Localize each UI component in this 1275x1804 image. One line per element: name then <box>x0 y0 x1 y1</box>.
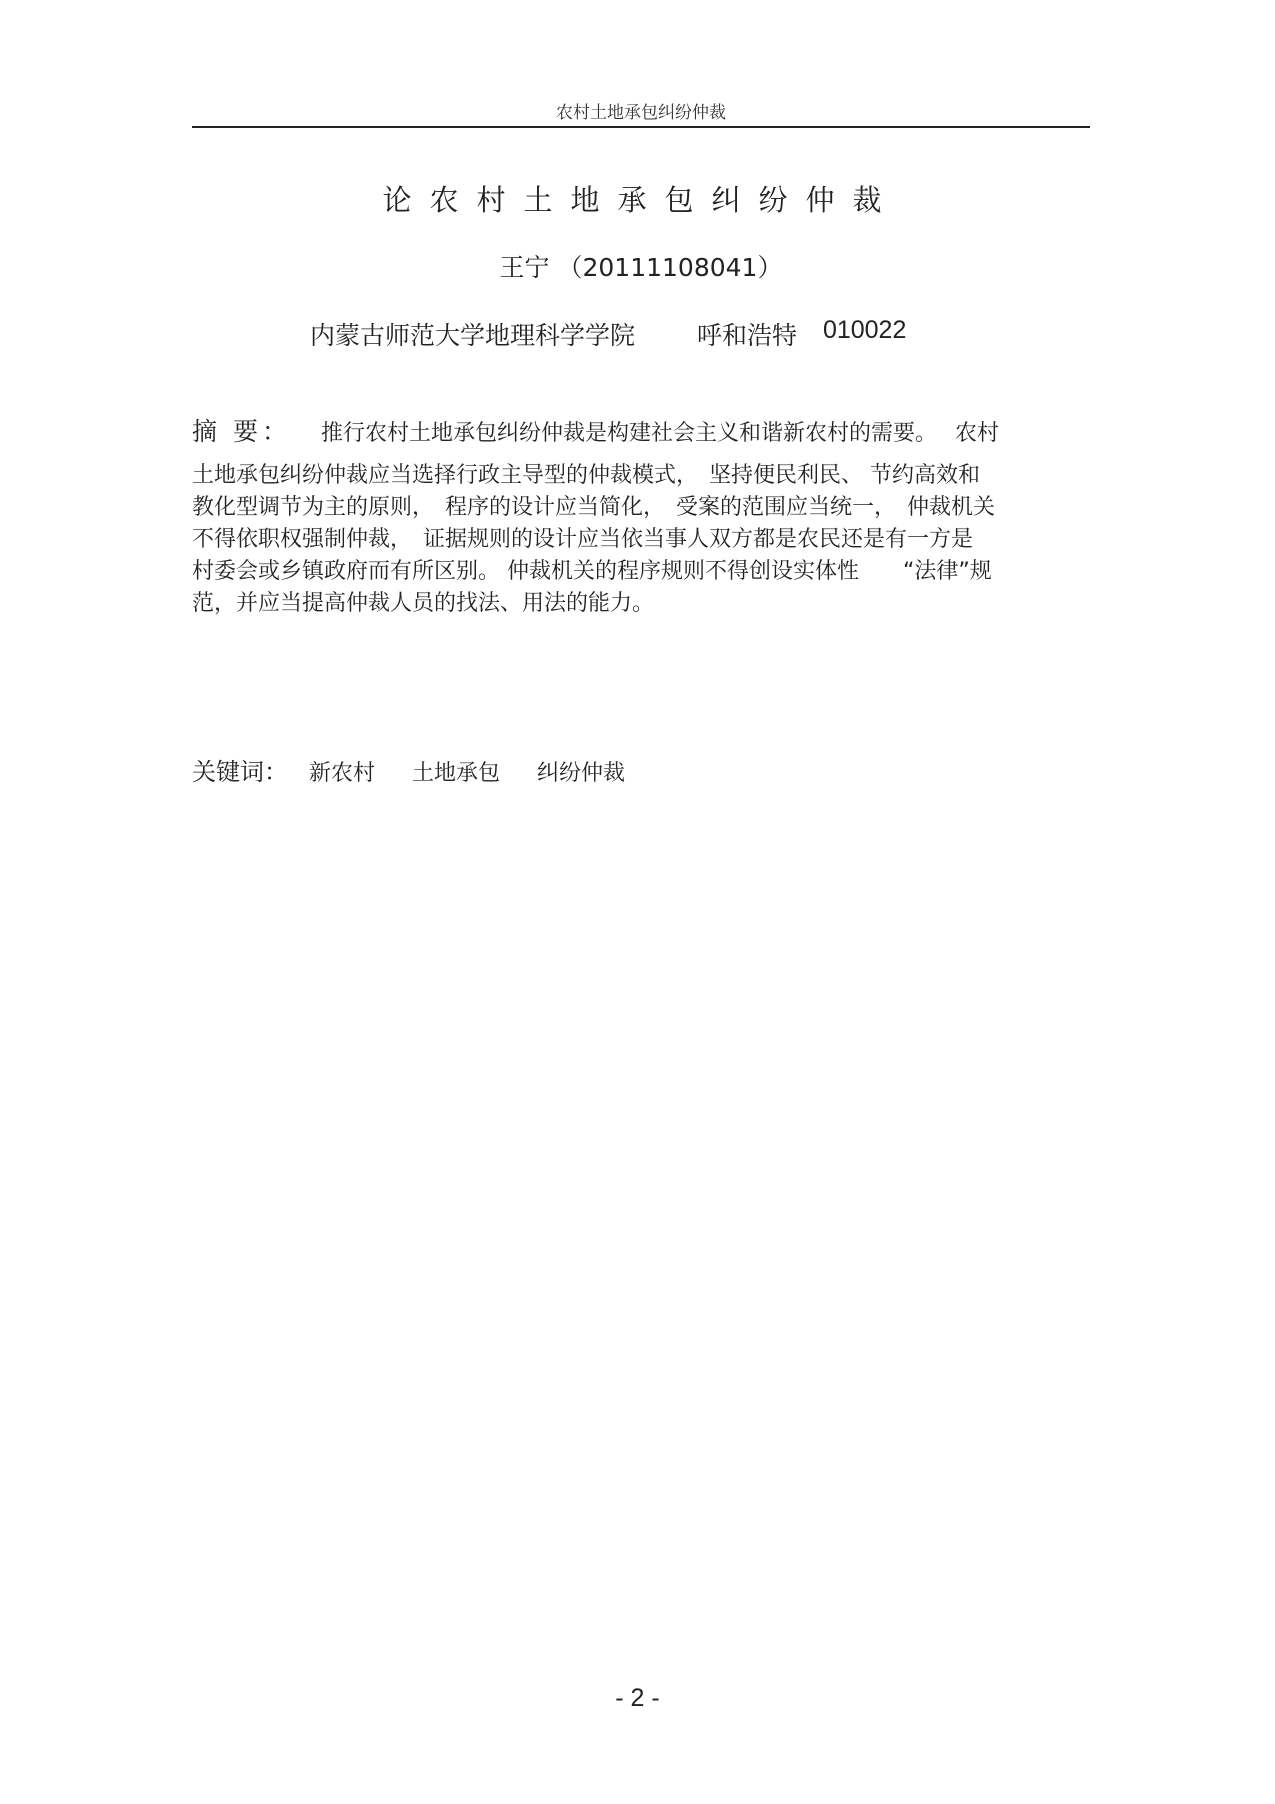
abstract-line: 村委会或乡镇政府而有所区别。 仲裁机关的程序规则不得创设实体性 “法律”规 <box>192 559 992 584</box>
author-id: （20111108041） <box>557 253 783 282</box>
abstract <box>192 416 1090 620</box>
postal-code: 010022 <box>822 316 907 344</box>
author-name: 王宁 <box>499 253 550 282</box>
abstract-line <box>192 416 1090 450</box>
abstract-line: 教化型调节为主的原则， 程序的设计应当简化， 受案的范围应当统一， 仲裁机关 <box>192 495 996 520</box>
paper-title: 论农村土地承包纠纷仲裁 <box>382 183 900 217</box>
abstract-label: 摘 要： <box>192 417 291 446</box>
abstract-text: 推行农村土地承包纠纷仲裁是构建社会主义和谐新农村的需要。 农村 <box>320 421 999 446</box>
page-number: - 2 - <box>615 1684 660 1712</box>
city: 呼和浩特 <box>696 321 797 350</box>
keyword: 纠纷仲裁 <box>537 761 626 786</box>
keywords-label: 关键词： <box>192 758 288 786</box>
header-divider <box>192 126 1090 128</box>
keywords <box>192 752 655 787</box>
abstract-line: 范，并应当提高仲裁人员的找法、用法的能力。 <box>192 591 655 616</box>
affiliation-line <box>310 316 906 352</box>
running-header: 农村土地承包纠纷仲裁 <box>556 103 726 123</box>
keyword: 土地承包 <box>412 761 501 786</box>
author-line <box>192 248 1090 284</box>
abstract-line: 不得依职权强制仲裁， 证据规则的设计应当依当事人双方都是农民还是有一方是 <box>192 527 974 552</box>
abstract-line: 土地承包纠纷仲裁应当选择行政主导型的仲裁模式， 坚持便民利民、 节约高效和 <box>192 463 980 488</box>
keyword: 新农村 <box>309 761 376 786</box>
institution: 内蒙古师范大学地理科学学院 <box>310 321 636 350</box>
